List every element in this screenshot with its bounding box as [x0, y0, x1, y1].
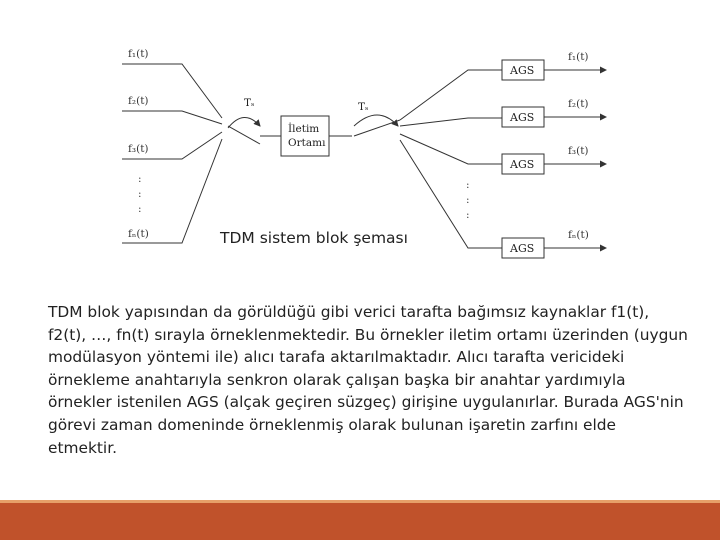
output-label-fn: fₙ(t) — [568, 229, 589, 241]
ags-label-3: AGS — [510, 158, 535, 171]
medium-label-line1: İletim — [288, 123, 320, 135]
switch-label-transmit: Tₛ — [244, 97, 255, 109]
input-label-f3: f₃(t) — [128, 143, 149, 155]
output-label-f1: f₁(t) — [568, 51, 589, 63]
output-line-1 — [400, 70, 502, 120]
diagram-title: TDM sistem blok şeması — [220, 229, 408, 247]
input-line-f2 — [122, 111, 222, 124]
commutator-transmit — [228, 117, 260, 128]
output-line-3 — [400, 134, 502, 164]
ags-label-n: AGS — [510, 242, 535, 255]
ags-label-2: AGS — [510, 111, 535, 124]
output-label-f2: f₂(t) — [568, 98, 589, 110]
ags-label-1: AGS — [510, 64, 535, 77]
medium-label-line2: Ortamı — [288, 137, 326, 149]
input-label-fn: fₙ(t) — [128, 228, 149, 240]
tdm-block-diagram — [110, 40, 630, 262]
input-label-f1: f₁(t) — [128, 48, 149, 60]
output-dots: : : : — [466, 179, 470, 221]
commutator-receive — [354, 115, 398, 126]
commutator-receive-arm — [354, 120, 400, 136]
description-paragraph: TDM blok yapısından da görüldüğü gibi verici tarafta bağımsız kaynaklar f1(t), f2(t), …, fn(t) sırayla örneklenmektedir. Bu örnekler iletim ortamı üzerinden (uygun modülasyon yöntemi ile) alıcı tarafa aktarılmaktadır. Alıcı tarafta vericideki örnekleme anahtarıyla senkron olarak çalışan başka bir anahtar yardımıyla örnekler istenilen AGS (alçak geçiren süzgeç) girişine uygulanırlar. Burada AGS'nin görevi zaman domeninde örneklenmiş olarak bulunan işaretin zarfını elde etmektir. — [48, 303, 688, 457]
transmission-medium-box — [281, 116, 329, 156]
input-dots: : : : — [138, 173, 142, 215]
switch-label-receive: Tₛ — [358, 101, 369, 113]
footer-bar — [0, 500, 720, 540]
output-line-2 — [400, 118, 502, 126]
output-label-f3: f₃(t) — [568, 145, 589, 157]
input-label-f2: f₂(t) — [128, 95, 149, 107]
input-line-f1 — [122, 64, 222, 118]
commutator-transmit-arm — [228, 126, 260, 144]
